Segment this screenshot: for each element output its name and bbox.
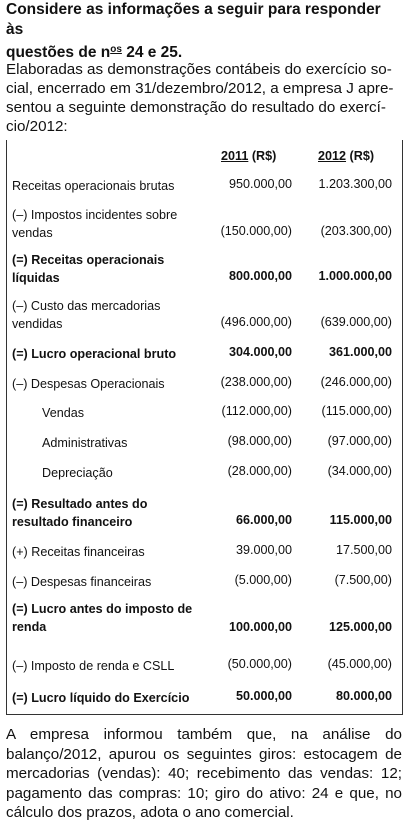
row-value-2011: 800.000,00 <box>228 269 292 283</box>
intro-line: cial, encerrado em 31/dezembro/2012, a empresa J apre- <box>6 80 394 97</box>
row-value-2011: 39.000,00 <box>235 543 292 557</box>
row-label-line: (=) Lucro antes do imposto de <box>12 602 193 616</box>
row-label <box>12 206 202 242</box>
footer-line: cálculo dos prazos, adota o ano comercial. <box>6 804 294 821</box>
row-label: (–) Imposto de renda e CSLL <box>12 659 175 673</box>
row-value-2012: 115.000,00 <box>329 513 392 527</box>
footer-line: balanço/2012, apurou os seguintes giros: estocagem de <box>6 745 402 763</box>
column-header-2011 <box>221 149 276 163</box>
row-label-line: vendidas <box>12 317 63 331</box>
header-line-2-end: 24 e 25. <box>121 44 183 61</box>
footer-line: A empresa informou também que, na análise do <box>6 726 402 743</box>
column-unit: (R$) <box>248 149 277 163</box>
row-label-line: renda <box>12 620 47 634</box>
row-value-2012: 1.000.000,00 <box>318 269 392 283</box>
row-value-2012: 125.000,00 <box>328 620 392 634</box>
row-label-line: (–) Impostos incidentes sobre <box>12 208 178 222</box>
table-border-left <box>6 140 7 715</box>
row-value-2011: (50.000,00) <box>227 657 292 671</box>
row-label: (–) Despesas financeiras <box>12 575 152 589</box>
row-label: Receitas operacionais brutas <box>12 179 175 193</box>
row-label-line: resultado financeiro <box>12 515 133 529</box>
footer-paragraph <box>6 725 402 823</box>
row-value-2011: (5.000,00) <box>234 573 292 587</box>
row-label-line: líquidas <box>12 271 60 285</box>
row-value-2012: (7.500,00) <box>334 573 392 587</box>
column-year-2012: 2012 <box>318 149 347 163</box>
row-value-2011: (150.000,00) <box>220 224 292 238</box>
row-label: Depreciação <box>42 466 113 480</box>
row-label <box>12 600 202 636</box>
column-unit: (R$) <box>346 149 375 163</box>
row-label <box>12 495 202 531</box>
row-value-2011: (112.000,00) <box>221 404 292 418</box>
header-superscript: os <box>110 44 122 55</box>
intro-line: cio/2012: <box>6 118 68 135</box>
row-value-2011: (496.000,00) <box>220 315 292 329</box>
row-value-2011: 304.000,00 <box>228 345 292 359</box>
row-value-2011: (238.000,00) <box>220 375 292 389</box>
header-line-2-start: questões de n <box>6 44 111 61</box>
table-border-right <box>402 140 403 715</box>
row-value-2011: (98.000,00) <box>227 434 292 448</box>
row-label-line: (=) Resultado antes do <box>12 497 148 511</box>
row-label-line: (–) Custo das mercadorias <box>12 299 161 313</box>
column-year-2011: 2011 <box>221 149 249 163</box>
row-value-2011: 50.000,00 <box>235 689 292 703</box>
intro-line: sentou a seguinte demonstração do resultado do exercí- <box>6 99 386 116</box>
row-label: (–) Despesas Operacionais <box>12 377 165 391</box>
footer-line: mercadorias (vendas): 40; recebimento das vendas: 12; <box>6 765 402 782</box>
row-value-2012: 1.203.300,00 <box>318 177 392 191</box>
row-value-2012: 80.000,00 <box>335 689 392 703</box>
column-header-2012 <box>318 149 374 163</box>
row-label: (+) Receitas financeiras <box>12 545 145 559</box>
row-label: (=) Lucro operacional bruto <box>12 347 177 361</box>
row-label-line: vendas <box>12 226 53 240</box>
row-value-2012: (45.000,00) <box>327 657 392 671</box>
row-label: Administrativas <box>42 436 128 450</box>
row-value-2011: 66.000,00 <box>235 513 292 527</box>
row-label <box>12 297 202 333</box>
row-value-2011: 100.000,00 <box>228 620 292 634</box>
row-value-2012: 17.500,00 <box>335 543 392 557</box>
row-value-2012: (34.000,00) <box>327 464 392 478</box>
row-label: Vendas <box>42 406 85 420</box>
row-value-2012: 361.000,00 <box>328 345 392 359</box>
row-value-2012: (639.000,00) <box>320 315 392 329</box>
header-line-1: Considere as informações a seguir para responder às <box>6 1 381 38</box>
row-label: (=) Lucro líquido do Exercício <box>12 691 190 705</box>
row-value-2011: (28.000,00) <box>227 464 292 478</box>
row-label <box>12 251 202 287</box>
intro-line: Elaboradas as demonstrações contábeis do exercício so- <box>6 61 392 78</box>
footer-line: pagamento das compras: 10; giro do ativo: 24 e que, no <box>6 784 402 802</box>
row-value-2012: (246.000,00) <box>320 375 392 389</box>
row-label-line: (=) Receitas operacionais <box>12 253 165 267</box>
row-value-2012: (115.000,00) <box>321 404 392 418</box>
row-value-2012: (203.300,00) <box>320 224 392 238</box>
table-border-bottom <box>6 714 403 715</box>
row-value-2011: 950.000,00 <box>228 177 292 191</box>
row-value-2012: (97.000,00) <box>327 434 392 448</box>
